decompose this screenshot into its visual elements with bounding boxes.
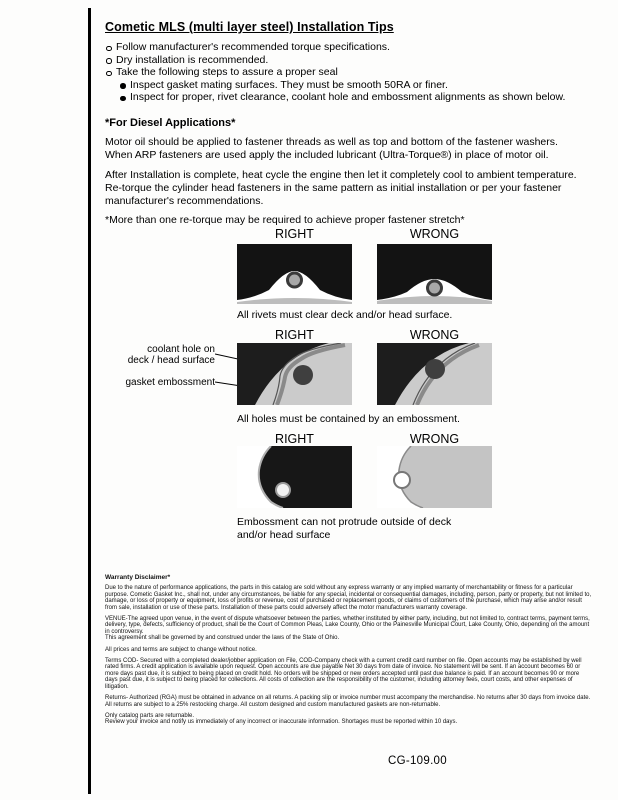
tips-list bbox=[105, 41, 579, 104]
gasket-embossment-annotation: gasket embossment bbox=[125, 377, 215, 388]
diesel-applications-heading: *For Diesel Applications* bbox=[105, 116, 236, 129]
warranty-disclaimer-block bbox=[105, 575, 592, 726]
rivet-wrong-graphic bbox=[377, 244, 492, 304]
list-item bbox=[105, 54, 579, 67]
diesel-paragraph-1: Motor oil should be applied to fastener threads as well as top and bottom of the fastener washers. When ARP fasteners are used apply the included lubricant (Ultra-Torque®) in place of motor oil. bbox=[105, 135, 558, 161]
coolant-right-graphic bbox=[237, 343, 352, 405]
retorque-note: *More than one re-torque may be required to achieve proper fastener stretch* bbox=[105, 213, 465, 226]
embossment-wrong-graphic bbox=[377, 446, 492, 508]
page-number-code: CG-109.00 bbox=[388, 755, 447, 767]
diesel-paragraph-2: After Installation is complete, heat cycle the engine then let it completely cool to ambient temperature. Re-torque the cylinder head fasteners in the same pattern as initial installation or per your fastener manufacturer's recommendations. bbox=[105, 168, 577, 207]
diagram-embossment-wrong-image bbox=[377, 446, 492, 508]
list-item bbox=[105, 41, 579, 54]
bullet-text: Inspect gasket mating surfaces. They must be smooth 50RA or finer. bbox=[130, 78, 448, 91]
bullet-text: Follow manufacturer's recommended torque specifications. bbox=[116, 41, 390, 53]
right-label: RIGHT bbox=[275, 328, 314, 342]
diagram-section bbox=[0, 225, 618, 575]
legal-paragraph: Terms COD- Secured with a completed dealer/jobber application on File, COD-Company check with a current credit card number on file. Open accounts may be established by well rated firms. A credit application is available upon request. Open accounts are due payable Net 30 days from date of invoice. No statement will be sent. If an account becomes 60 or more days past due, it is subject to being placed on credit hold. No orders will be shipped or new orders accepted until past due balance is paid. If an account becomes 90 or more days past due, it is subject to being placed for collections. All costs of collection are the responsibility of the customer, including attorney fees, court costs, and other expenses of litigation. bbox=[105, 658, 582, 690]
warranty-disclaimer-heading: Warranty Disclaimer* bbox=[105, 574, 171, 581]
diagram-rivet-right-image bbox=[237, 244, 352, 304]
embossment-caption: Embossment can not protrude outside of deck and/or head surface bbox=[237, 516, 452, 541]
wrong-label: WRONG bbox=[409, 227, 460, 241]
legal-paragraph: Only catalog parts are returnable. bbox=[105, 712, 195, 719]
coolant-wrong-graphic bbox=[377, 343, 492, 405]
list-item-sub bbox=[119, 91, 579, 104]
rivet-right-graphic bbox=[237, 244, 352, 304]
legal-paragraph: VENUE-The agreed upon venue, in the event of dispute whatsoever between the parties, whether instituted by either party, including, but not limited to, contract terms, payment terms, delivery, type, defects, sufficiency of product, shall be the Court of Common Pleas, Lake County, Ohio or the Painesville Municipal Court, Lake County, Ohio, depending on the amount in controversy. bbox=[105, 616, 590, 635]
bullet-text: Take the following steps to assure a proper seal bbox=[116, 66, 338, 79]
legal-paragraph: Due to the nature of performance applications, the parts in this catalog are sold without any express warranty or any implied warranty of merchantability or fitness for a particular purpose. Cometic Gasket Inc., shall not, under any circumstances, be liable for any special, incidental or consequential damages, including, person, party or property, but not limited to, damage, or loss of property or equipment, loss of profits or revenue, cost of purchased or replacement goods, or claims of customers of the purchase, which may arise and/or result from sale, installation or use of these parts. Installation of these parts could adversely affect the motor manufacturers warranty coverage. bbox=[105, 585, 592, 611]
diagram-rivet-wrong-image bbox=[377, 244, 492, 304]
wrong-label: WRONG bbox=[409, 432, 460, 446]
content-column bbox=[105, 20, 579, 226]
wrong-label: WRONG bbox=[409, 328, 460, 342]
list-item-sub bbox=[119, 79, 579, 92]
legal-paragraph: Returns- Authorized (RGA) must be obtained in advance on all returns. A packing slip or invoice number must accompany the merchandise. No returns after 30 days from invoice date. All returns are subject to a 25% restocking charge. All custom designed and custom manufactured gaskets are non-returnable. bbox=[105, 695, 591, 708]
legal-paragraph: All prices and terms are subject to change without notice. bbox=[105, 646, 257, 653]
embossment-right-graphic bbox=[237, 446, 352, 508]
diagram-coolant-right-image bbox=[237, 343, 352, 405]
legal-paragraph: This agreement shall be governed by and construed under the laws of the State of Ohio. bbox=[105, 635, 340, 642]
bullet-text: Inspect for proper, rivet clearance, coolant hole and embossment alignments as shown below. bbox=[130, 91, 566, 104]
list-item bbox=[105, 66, 579, 79]
diagram-embossment-right-image bbox=[237, 446, 352, 508]
holes-caption: All holes must be contained by an embossment. bbox=[237, 413, 460, 425]
rivet-caption: All rivets must clear deck and/or head surface. bbox=[237, 309, 453, 321]
right-label: RIGHT bbox=[275, 432, 314, 446]
right-label: RIGHT bbox=[275, 227, 314, 241]
diagram-coolant-wrong-image bbox=[377, 343, 492, 405]
legal-paragraph: Review your invoice and notify us immediately of any incorrect or inaccurate information. Shortages must be reported within 10 days. bbox=[105, 719, 458, 726]
coolant-hole-annotation: coolant hole on deck / head surface bbox=[127, 344, 215, 366]
bullet-text: Dry installation is recommended. bbox=[116, 53, 269, 66]
page-title: Cometic MLS (multi layer steel) Installation Tips bbox=[105, 20, 394, 34]
